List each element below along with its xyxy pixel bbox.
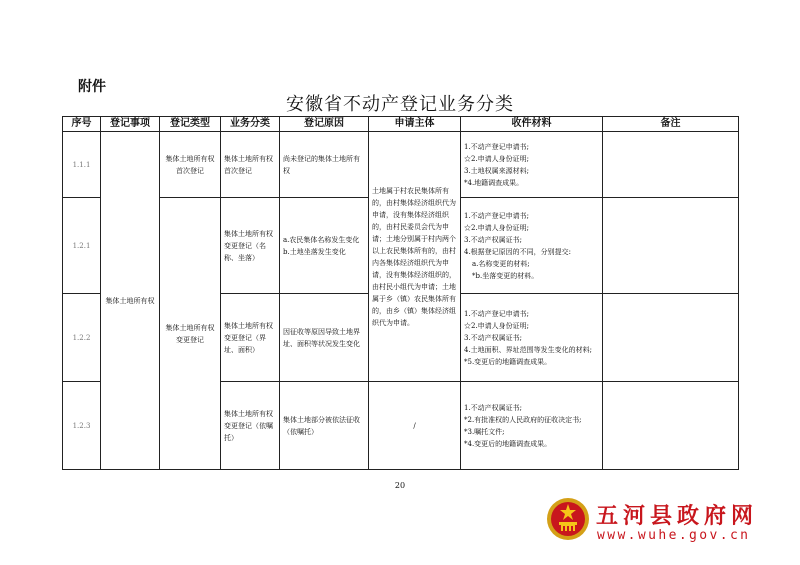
business-cell: 集体土地所有权变更登记（界址、面积）: [221, 294, 280, 382]
material-line: 4.土地面积、界址范围等发生变化的材料;: [464, 345, 593, 354]
materials-cell: [461, 382, 603, 470]
reason-line: b.土地坐落发生变化: [283, 247, 346, 256]
seq-cell: 1.1.1: [63, 132, 101, 198]
header-item: 登记事项: [101, 117, 160, 132]
seq-cell: 1.2.1: [63, 198, 101, 294]
annex-label: 附件: [78, 79, 106, 95]
page-title: 安徽省不动产登记业务分类: [286, 94, 514, 115]
reason-cell: 集体土地部分被依法征收（依嘱托）: [280, 382, 369, 470]
business-cell: 集体土地所有权首次登记: [221, 132, 280, 198]
material-line: a.名称变更的材料;: [472, 259, 530, 268]
material-line: 1.不动产登记申请书;: [464, 142, 530, 151]
site-name: 五河县政府网: [596, 504, 759, 529]
remark-cell: [603, 132, 739, 198]
material-line: 3.土地权属来源材料;: [464, 166, 530, 175]
header-remark: 备注: [603, 117, 739, 132]
reason-cell: 尚未登记的集体土地所有权: [280, 132, 369, 198]
type-cell-change: 集体土地所有权变更登记: [160, 198, 221, 470]
material-line: ☆2.申请人身份证明;: [464, 321, 530, 330]
material-line: *5.变更后的地籍调查成果。: [464, 357, 552, 366]
remark-cell: [603, 382, 739, 470]
header-business: 业务分类: [221, 117, 280, 132]
national-emblem-icon: [546, 497, 590, 541]
site-url: www.wuhe.gov.cn: [597, 528, 751, 543]
table-row: [63, 132, 739, 198]
material-line: 3.不动产权属证书;: [464, 333, 523, 342]
materials-cell: [461, 198, 603, 294]
material-line: 1.不动产权属证书;: [464, 403, 523, 412]
material-line: *2.有批准权的人民政府的征收决定书;: [464, 415, 582, 424]
materials-cell: [461, 132, 603, 198]
material-line: ☆2.申请人身份证明;: [464, 223, 530, 232]
material-line: *4.地籍调查成果。: [464, 178, 524, 187]
material-line: ☆2.申请人身份证明;: [464, 154, 530, 163]
item-cell: 集体土地所有权: [101, 132, 160, 470]
header-materials: 收件材料: [461, 117, 603, 132]
reason-line: a.农民集体名称发生变化: [283, 235, 360, 244]
seq-cell: 1.2.2: [63, 294, 101, 382]
reason-cell: 因征收等原因导致土地界址、面积等状况发生变化: [280, 294, 369, 382]
material-line: 1.不动产登记申请书;: [464, 309, 530, 318]
applicant-cell: /: [369, 382, 461, 470]
business-cell: 集体土地所有权变更登记（名称、坐落）: [221, 198, 280, 294]
material-line: *b.坐落变更的材料。: [472, 271, 539, 280]
material-line: 1.不动产登记申请书;: [464, 211, 530, 220]
material-line: *3.嘱托文件;: [464, 427, 505, 436]
remark-cell: [603, 294, 739, 382]
header-reason: 登记原因: [280, 117, 369, 132]
type-cell-first: 集体土地所有权首次登记: [160, 132, 221, 198]
materials-cell: [461, 294, 603, 382]
header-applicant: 申请主体: [369, 117, 461, 132]
header-type: 登记类型: [160, 117, 221, 132]
remark-cell: [603, 198, 739, 294]
material-line: *4.变更后的地籍调查成果。: [464, 439, 552, 448]
applicant-cell: 土地属于村农民集体所有的，由村集体经济组织代为申请，没有集体经济组织的，由村民委员会代为申请；土地分别属于村内两个以上农民集体所有的，由村内各集体经济组织代为申请，没有集体经济组织的，由村民小组代为申请；土地属于乡（镇）农民集体所有的，由乡（镇）集体经济组织代为申请。: [369, 132, 461, 382]
business-cell: 集体土地所有权变更登记（依嘱托）: [221, 382, 280, 470]
classification-table: [62, 116, 739, 470]
material-line: 4.根据登记原因的不同，分别提交:: [464, 247, 572, 256]
seq-cell: 1.2.3: [63, 382, 101, 470]
page-number: 20: [394, 481, 406, 490]
material-line: 3.不动产权属证书;: [464, 235, 523, 244]
table-header-row: [63, 117, 739, 132]
header-seq: 序号: [63, 117, 101, 132]
reason-cell: [280, 198, 369, 294]
